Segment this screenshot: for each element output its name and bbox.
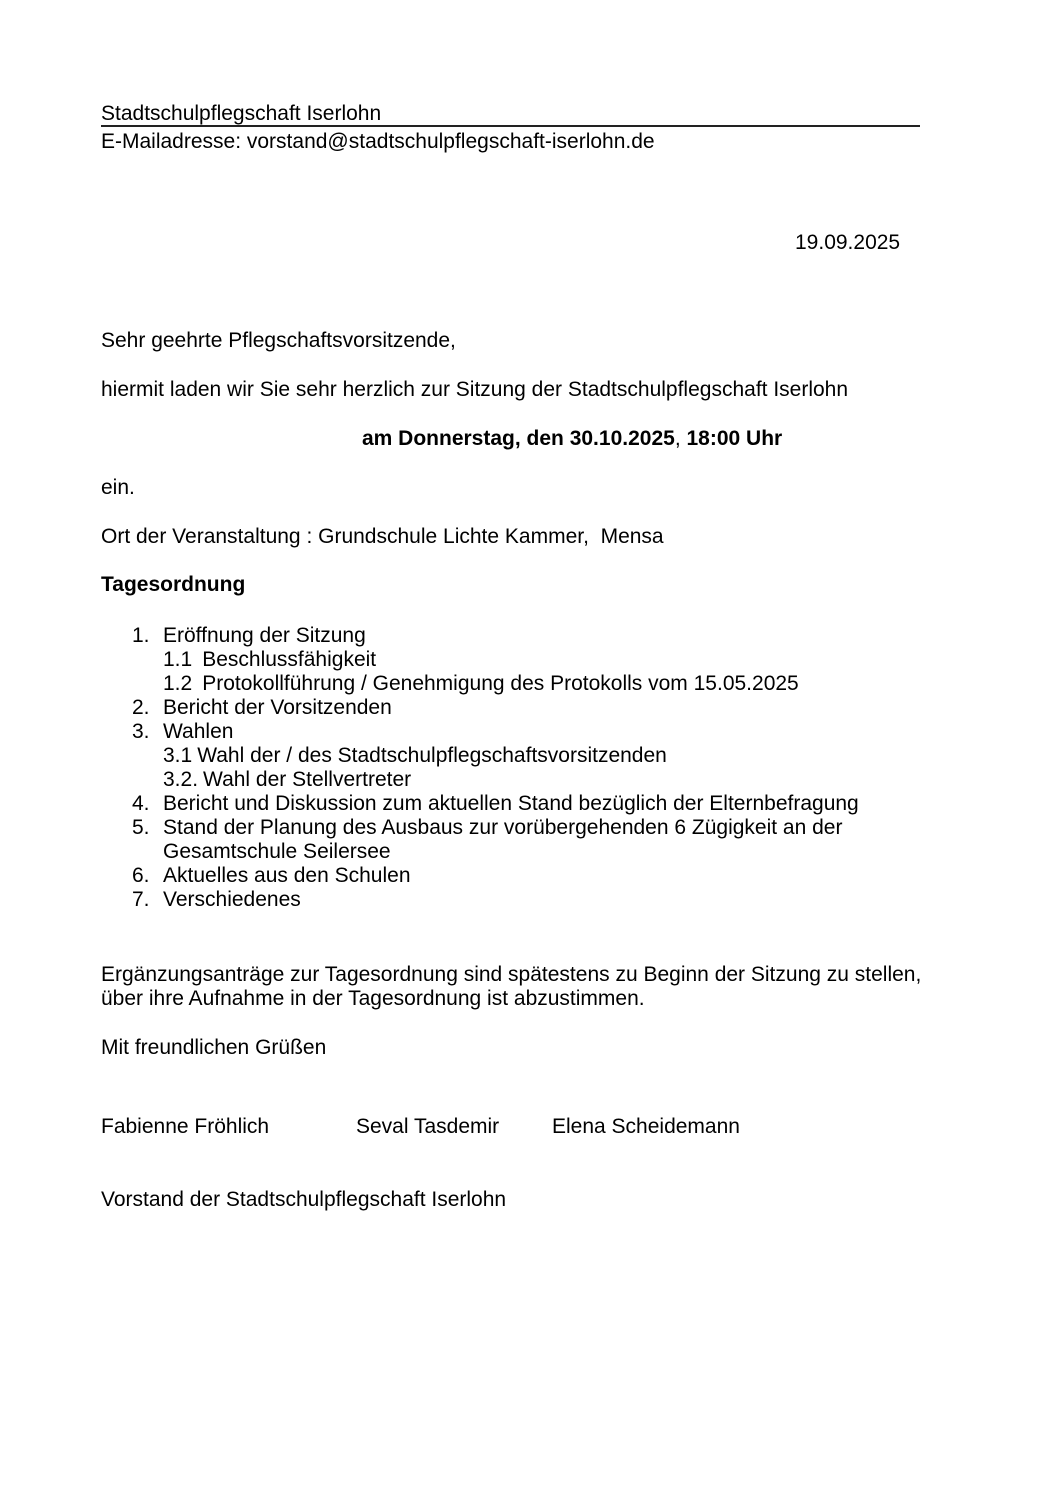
agenda-item-2: [101, 696, 920, 720]
agenda-item-4: [101, 792, 920, 816]
agenda-item-5: [101, 816, 920, 864]
agenda-item-3: [101, 720, 920, 744]
agenda-item-text: Bericht der Vorsitzenden: [163, 696, 392, 719]
agenda-item-text: Eröffnung der Sitzung: [163, 624, 366, 647]
agenda-item-text: Stand der Planung des Ausbaus zur vorübergehenden 6 Zügigkeit an der Gesamtschule Seilersee: [163, 816, 843, 863]
agenda-item-number: 3.1: [163, 744, 193, 767]
agenda-item-1-2: [101, 672, 920, 696]
agenda-item-3-2: [101, 768, 920, 792]
agenda-item-number: 1.1: [163, 648, 193, 671]
agenda-item-6: [101, 864, 920, 888]
agenda-item-1: [101, 624, 920, 648]
invitation-end: ein.: [101, 476, 135, 499]
agenda-item-text: Aktuelles aus den Schulen: [163, 864, 411, 887]
agenda-item-text: Wahl der Stellvertreter: [203, 768, 412, 791]
agenda-item-number: 4.: [132, 792, 150, 815]
agenda-item-3-1: [101, 744, 920, 768]
agenda-item-text: Verschiedenes: [163, 888, 301, 911]
signature-role: Vorstand der Stadtschulpflegschaft Iserlohn: [101, 1188, 507, 1211]
salutation: Sehr geehrte Pflegschaftsvorsitzende,: [101, 329, 456, 352]
agenda-item-1-1: [101, 648, 920, 672]
meeting-separator: ,: [674, 427, 687, 450]
signatory-3: Elena Scheidemann: [552, 1115, 740, 1138]
amendments-note: Ergänzungsanträge zur Tagesordnung sind spätestens zu Beginn der Sitzung zu stellen, über ihre Aufnahme in der Tagesordnung ist abzustimmen.: [101, 963, 922, 1010]
agenda-item-7: [101, 888, 920, 912]
invitation-text: hiermit laden wir Sie sehr herzlich zur Sitzung der Stadtschulpflegschaft Iserlohn: [101, 378, 849, 401]
agenda-item-text: Wahlen: [163, 720, 234, 743]
meeting-time: 18:00 Uhr: [686, 427, 783, 450]
meeting-date: am Donnerstag, den 30.10.2025: [362, 427, 675, 450]
agenda-item-text: Wahl der / des Stadtschulpflegschaftsvorsitzenden: [197, 744, 667, 767]
agenda-item-number: 1.: [132, 624, 150, 647]
letter-date: 19.09.2025: [795, 231, 901, 254]
agenda-heading: Tagesordnung: [101, 573, 246, 596]
closing-formula: Mit freundlichen Grüßen: [101, 1036, 327, 1059]
agenda-item-number: 3.2.: [163, 768, 199, 791]
agenda-item-number: 3.: [132, 720, 150, 743]
meeting-location: Ort der Veranstaltung : Grundschule Lichte Kammer, Mensa: [101, 525, 664, 548]
agenda-list: [101, 624, 920, 912]
agenda-item-number: 5.: [132, 816, 150, 839]
signatories-row: [101, 1115, 920, 1139]
agenda-item-number: 6.: [132, 864, 150, 887]
header-org-name: Stadtschulpflegschaft Iserlohn: [101, 103, 920, 127]
agenda-item-text: Protokollführung / Genehmigung des Protokolls vom 15.05.2025: [202, 672, 799, 695]
agenda-item-number: 7.: [132, 888, 150, 911]
header-email: E-Mailadresse: vorstand@stadtschulpflegschaft-iserlohn.de: [101, 130, 655, 153]
meeting-datetime: [362, 427, 920, 451]
agenda-item-number: 2.: [132, 696, 150, 719]
agenda-item-number: 1.2: [163, 672, 193, 695]
agenda-item-text: Beschlussfähigkeit: [202, 648, 377, 671]
signatory-2: Seval Tasdemir: [356, 1115, 500, 1138]
signatory-1: Fabienne Fröhlich: [101, 1115, 270, 1138]
agenda-item-text: Bericht und Diskussion zum aktuellen Stand bezüglich der Elternbefragung: [163, 792, 859, 815]
